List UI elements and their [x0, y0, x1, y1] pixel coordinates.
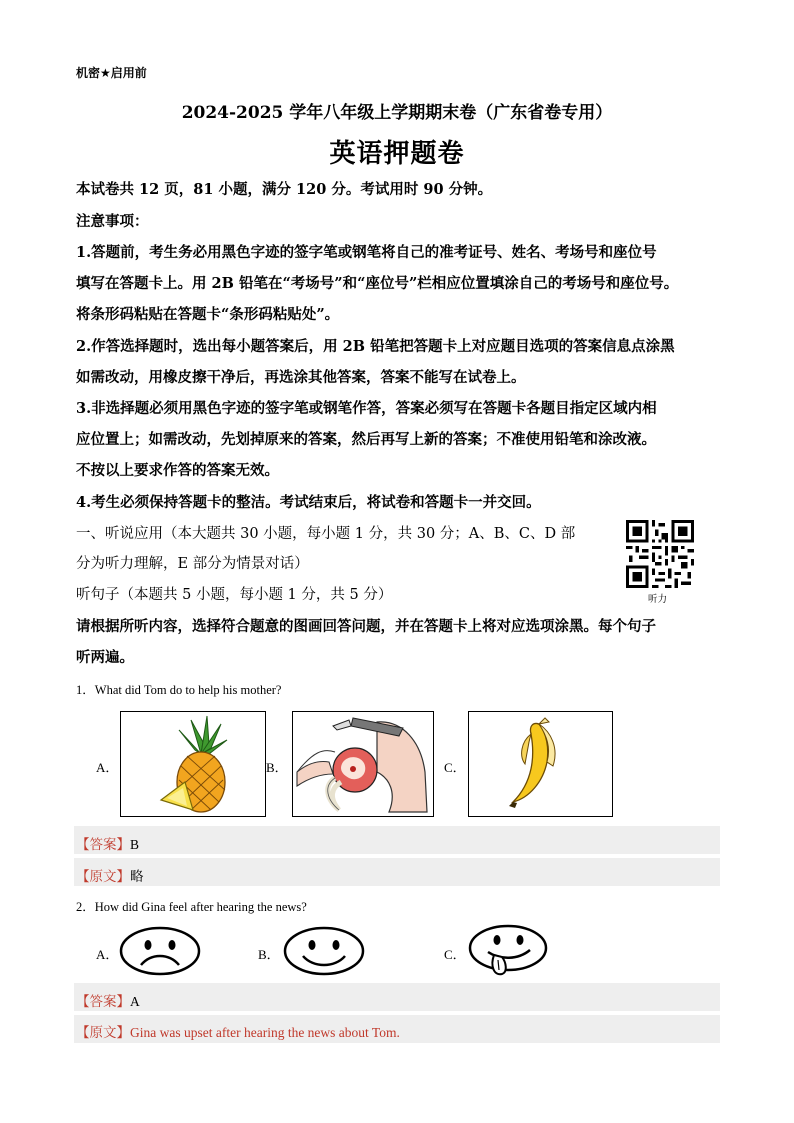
notice-line: 应位置上；如需改动，先划掉原来的答案，然后再写上新的答案；不准使用铅笔和涂改液。 — [76, 431, 656, 448]
confidential-label: 机密★启用前 — [76, 66, 147, 80]
source-line — [76, 1021, 400, 1041]
option-a-label[interactable]: A． — [96, 947, 119, 962]
answer-row — [74, 826, 720, 854]
answer-tag: 【答案】 — [76, 994, 130, 1009]
answer-row — [74, 983, 720, 1011]
notice-line: 1.答题前，考生务必用黑色字迹的签字笔或钢笔将自己的准考证号、姓名、考场号和座位号 — [76, 244, 657, 261]
source-text: 略 — [130, 869, 144, 884]
notice-line: 填写在答题卡上。用 2B 铅笔在“考场号”和“座位号”栏相应位置填涂自己的考场号和座位号。 — [76, 275, 679, 292]
source-line — [76, 865, 144, 885]
instruction-line: 听两遍。 — [76, 649, 134, 666]
option-c-label[interactable]: C． — [444, 760, 466, 775]
question-number: 2． — [76, 900, 95, 914]
notice-heading: 注意事项： — [76, 213, 149, 230]
part-heading: 听句子（本题共 5 小题，每小题 1 分，共 5 分） — [76, 587, 393, 603]
notice-line: 3.非选择题必须用黑色字迹的签字笔或钢笔作答，答案必须写在答题卡各题目指定区域内相 — [76, 400, 657, 417]
question-text: How did Gina feel after hearing the news? — [94, 900, 307, 914]
notice-line: 2.作答选择题时，选出每小题答案后，用 2B 铅笔把答题卡上对应题目选项的答案信息点涂黑 — [76, 338, 675, 355]
qr-label: 听力 — [648, 594, 668, 605]
option-c-label[interactable]: C． — [444, 947, 466, 962]
section-heading: 分为听力理解，E 部分为情景对话） — [76, 556, 309, 572]
option-b-label[interactable]: B． — [266, 760, 288, 775]
source-row — [74, 858, 720, 886]
banana-image[interactable] — [468, 711, 613, 817]
section-heading: 一、听说应用（本大题共 30 小题，每小题 1 分，共 30 分；A、B、C、D 部 — [76, 526, 576, 542]
instruction-line: 请根据所听内容，选择符合题意的图画回答问题，并在答题卡上将对应选项涂黑。每个句子 — [76, 618, 656, 635]
answer-value: A — [130, 994, 140, 1009]
answer-line — [76, 990, 140, 1010]
source-tag: 【原文】 — [76, 1025, 130, 1040]
notice-line: 将条形码粘贴在答题卡“条形码粘贴处”。 — [76, 306, 340, 323]
pineapple-image[interactable] — [120, 711, 266, 817]
question-text: What did Tom do to help his mother? — [94, 683, 282, 697]
sad-face-icon[interactable] — [119, 926, 201, 976]
tongue-out-face-icon[interactable] — [468, 922, 548, 980]
source-text: Gina was upset after hearing the news about Tom. — [130, 1025, 400, 1040]
answer-tag: 【答案】 — [76, 837, 130, 852]
notice-line: 如需改动，用橡皮擦干净后，再选涂其他答案，答案不能写在试卷上。 — [76, 369, 526, 386]
question-number: 1． — [76, 683, 95, 697]
answer-line — [76, 833, 139, 853]
qr-code-icon[interactable] — [626, 520, 694, 588]
exam-title: 2024-2025 学年八年级上学期期末卷（广东省卷专用） — [181, 103, 613, 123]
happy-face-icon[interactable] — [283, 926, 365, 976]
peeling-apple-image[interactable] — [292, 711, 434, 817]
answer-value: B — [130, 837, 140, 852]
option-b-label[interactable]: B． — [258, 947, 280, 962]
notice-line: 4.考生必须保持答题卡的整洁。考试结束后，将试卷和答题卡一并交回。 — [76, 494, 541, 511]
question-1 — [76, 680, 281, 698]
question-2 — [76, 897, 307, 915]
source-tag: 【原文】 — [76, 869, 130, 884]
notice-line: 不按以上要求作答的答案无效。 — [76, 462, 279, 479]
exam-subtitle: 英语押题卷 — [329, 139, 465, 169]
option-a-label[interactable]: A． — [96, 760, 119, 775]
exam-info: 本试卷共 12 页，81 小题，满分 120 分。考试用时 90 分钟。 — [76, 181, 493, 198]
